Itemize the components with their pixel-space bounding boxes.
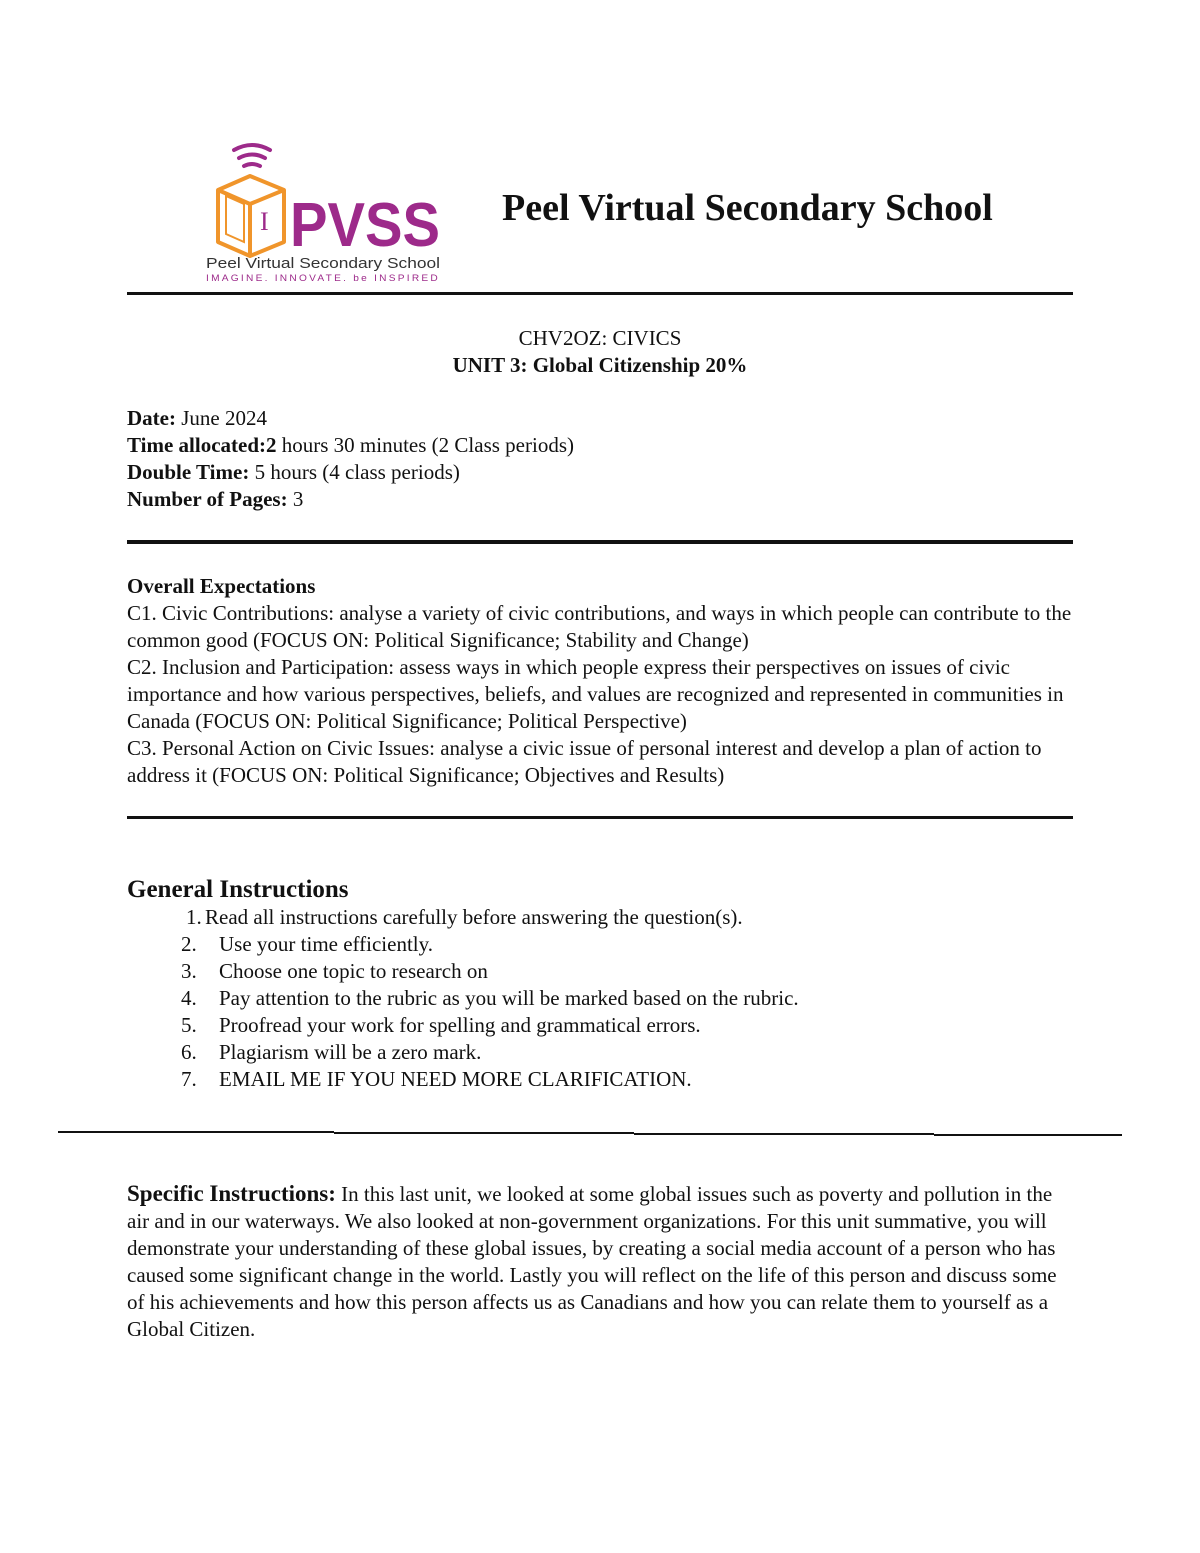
overall-expectations bbox=[127, 573, 1073, 789]
list-item bbox=[127, 931, 1073, 958]
list-item-number: 4. bbox=[181, 986, 197, 1010]
logo-book-letter: I bbox=[260, 207, 269, 236]
date-label: Date: bbox=[127, 406, 176, 430]
expectation-c3: C3. Personal Action on Civic Issues: analyse a civic issue of personal interest and develop a plan of action to address it (FOCUS ON: Political Significance; Objectives and Results) bbox=[127, 736, 1042, 787]
list-item bbox=[127, 904, 1073, 931]
list-item bbox=[127, 958, 1073, 985]
logo-school-line: Peel Virtual Secondary School bbox=[206, 255, 440, 272]
list-item bbox=[127, 1012, 1073, 1039]
list-item-number: 6. bbox=[181, 1040, 197, 1064]
pages-value: 3 bbox=[287, 487, 304, 511]
specific-instructions bbox=[127, 1180, 1075, 1343]
time-hours: 2 bbox=[266, 433, 277, 457]
logo-graphic bbox=[204, 138, 444, 284]
list-item-number: 3. bbox=[181, 959, 197, 983]
list-item-text: Proofread your work for spelling and grammatical errors. bbox=[219, 1013, 701, 1037]
list-item-number: 1. bbox=[186, 905, 202, 929]
pages-label: Number of Pages: bbox=[127, 487, 288, 511]
list-item-text: Pay attention to the rubric as you will be marked based on the rubric. bbox=[219, 986, 799, 1010]
instructions-list bbox=[127, 904, 1073, 1093]
logo-brand-text: PVSS bbox=[290, 191, 440, 260]
list-item-number: 5. bbox=[181, 1013, 197, 1037]
general-instructions-heading: General Instructions bbox=[127, 876, 349, 903]
course-heading bbox=[127, 325, 1073, 379]
expectations-heading: Overall Expectations bbox=[127, 574, 316, 598]
list-item-text: Read all instructions carefully before answering the question(s). bbox=[205, 905, 743, 929]
pages-line bbox=[127, 486, 574, 513]
time-value: hours 30 minutes (2 Class periods) bbox=[276, 433, 574, 457]
list-item-text: Plagiarism will be a zero mark. bbox=[219, 1040, 482, 1064]
list-item-text: EMAIL ME IF YOU NEED MORE CLARIFICATION. bbox=[219, 1067, 692, 1091]
divider bbox=[127, 292, 1073, 295]
list-item-number: 2. bbox=[181, 932, 197, 956]
time-label: Time allocated: bbox=[127, 433, 267, 457]
logo-tagline: IMAGINE. INNOVATE. be INSPIRED bbox=[206, 273, 440, 283]
double-time-value: 5 hours (4 class periods) bbox=[249, 460, 460, 484]
double-time-label: Double Time: bbox=[127, 460, 250, 484]
list-item-text: Choose one topic to research on bbox=[219, 959, 488, 983]
unit-title: UNIT 3: Global Citizenship 20% bbox=[452, 353, 748, 377]
list-item-number: 7. bbox=[181, 1067, 197, 1091]
time-line bbox=[127, 432, 574, 459]
course-code: CHV2OZ: CIVICS bbox=[518, 326, 682, 350]
school-name-heading: Peel Virtual Secondary School bbox=[502, 187, 993, 229]
expectation-c1: C1. Civic Contributions: analyse a variety of civic contributions, and ways in which people can contribute to the common good (FOCUS ON: Political Significance; Stability and Change) bbox=[127, 601, 1072, 652]
expectation-c2: C2. Inclusion and Participation: assess ways in which people express their perspectives on issues of civic importance and how various perspectives, beliefs, and values are recognized and represented in communities in Canada (FOCUS ON: Political Significance; Political Perspective) bbox=[127, 655, 1064, 733]
list-item bbox=[127, 1039, 1073, 1066]
list-item bbox=[127, 1066, 1073, 1093]
divider bbox=[127, 816, 1073, 819]
school-logo bbox=[204, 138, 444, 284]
date-line bbox=[127, 405, 574, 432]
specific-instructions-label: Specific Instructions: bbox=[127, 1181, 336, 1206]
date-value: June 2024 bbox=[175, 406, 267, 430]
divider bbox=[127, 540, 1073, 544]
list-item bbox=[127, 985, 1073, 1012]
specific-instructions-text: In this last unit, we looked at some global issues such as poverty and pollution in the air and in our waterways. We also looked at non-government organizations. For this unit summative, you will demonstrate your understanding of these global issues, by creating a social media account of a person who has caused some significant change in the world. Lastly you will reflect on the life of this person and discuss some of his achievements and how this person affects us as Canadians and how you can relate them to yourself as a Global Citizen. bbox=[127, 1182, 1057, 1341]
general-instructions bbox=[127, 876, 1073, 1093]
list-item-text: Use your time efficiently. bbox=[219, 932, 434, 956]
double-time-line bbox=[127, 459, 574, 486]
exam-details bbox=[127, 405, 574, 513]
